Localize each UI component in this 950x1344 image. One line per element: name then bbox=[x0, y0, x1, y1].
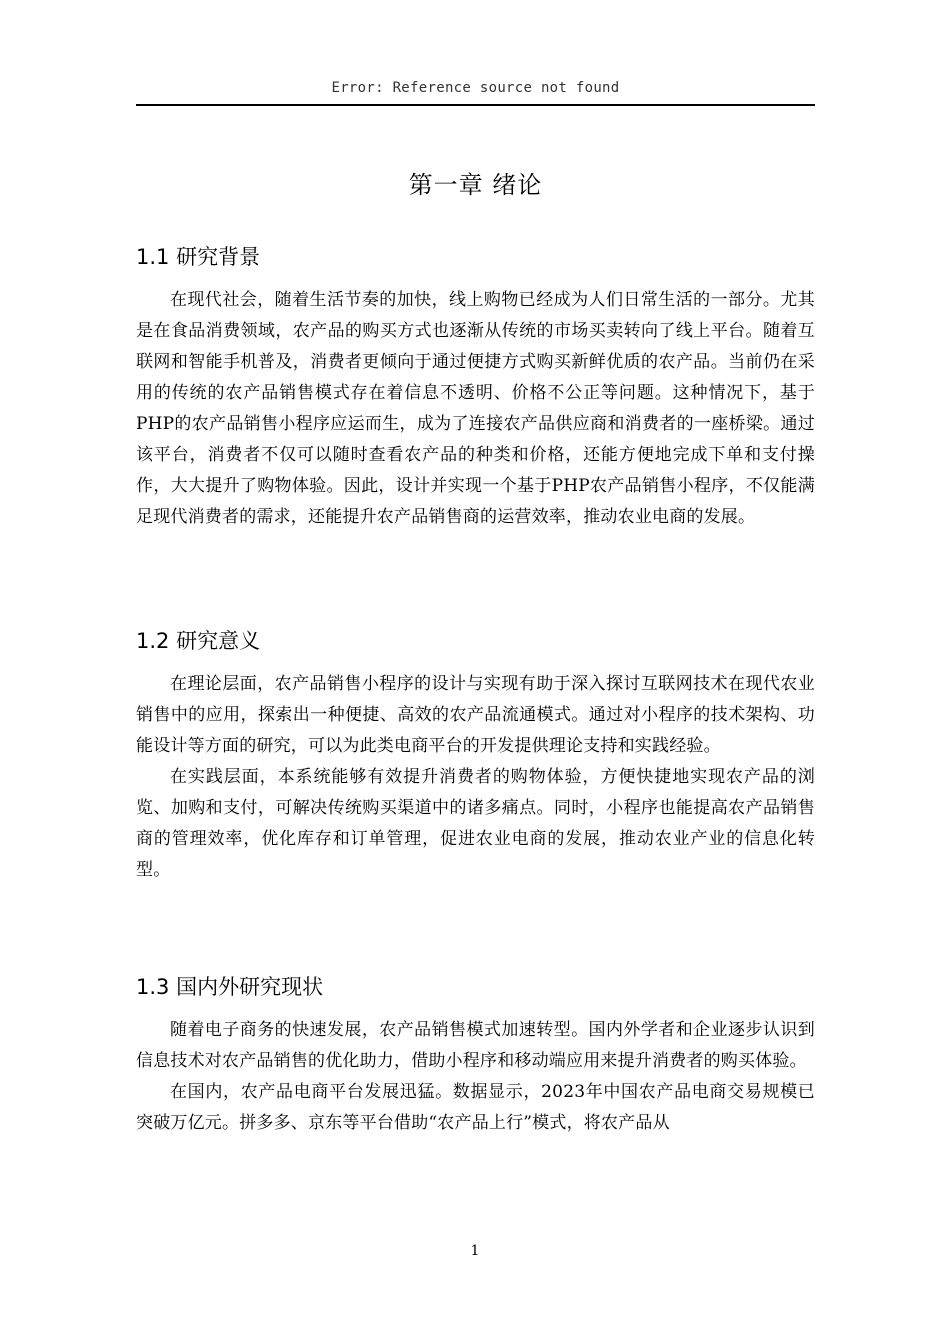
section-heading-1-1: 1.1 研究背景 bbox=[136, 245, 261, 269]
paragraph: 在国内，农产品电商平台发展迅猛。数据显示，2023年中国农产品电商交易规模已突破万亿元。拼多多、京东等平台借助“农产品上行”模式，将农产品从 bbox=[136, 1082, 815, 1133]
paragraph: 随着电子商务的快速发展，农产品销售模式加速转型。国内外学者和企业逐步认识到信息技术对农产品销售的优化助力，借助小程序和移动端应用来提升消费者的购买体验。 bbox=[136, 1020, 815, 1071]
section-heading-1-2: 1.2 研究意义 bbox=[136, 629, 261, 653]
running-header: Error: Reference source not found bbox=[331, 80, 620, 96]
section-body-1-3 bbox=[136, 1015, 815, 1139]
paragraph: 在理论层面，农产品销售小程序的设计与实现有助于深入探讨互联网技术在现代农业销售中的应用，探索出一种便捷、高效的农产品流通模式。通过对小程序的技术架构、功能设计等方面的研究，可以为此类电商平台的开发提供理论支持和实践经验。 bbox=[136, 674, 815, 756]
page-number: 1 bbox=[470, 1243, 480, 1259]
section-body-1-2 bbox=[136, 669, 815, 886]
paragraph: 在现代社会，随着生活节奏的加快，线上购物已经成为人们日常生活的一部分。尤其是在食品消费领域，农产品的购买方式也逐渐从传统的市场买卖转向了线上平台。随着互联网和智能手机普及，消费者更倾向于通过便捷方式购买新鲜优质的农产品。当前仍在采用的传统的农产品销售模式存在着信息不透明、价格不公正等问题。这种情况下，基于PHP的农产品销售小程序应运而生，成为了连接农产品供应商和消费者的一座桥梁。通过该平台，消费者不仅可以随时查看农产品的种类和价格，还能方便地完成下单和支付操作，大大提升了购物体验。因此，设计并实现一个基于PHP农产品销售小程序，不仅能满足现代消费者的需求，还能提升农产品销售商的运营效率，推动农业电商的发展。 bbox=[136, 290, 815, 527]
section-heading-1-3: 1.3 国内外研究现状 bbox=[136, 975, 324, 999]
section-body-1-1 bbox=[136, 285, 815, 533]
paragraph: 在实践层面，本系统能够有效提升消费者的购物体验，方便快捷地实现农产品的浏览、加购和支付，可解决传统购买渠道中的诸多痛点。同时，小程序也能提高农产品销售商的管理效率，优化库存和订单管理，促进农业电商的发展，推动农业产业的信息化转型。 bbox=[136, 767, 815, 880]
chapter-title: 第一章 绪论 bbox=[408, 171, 543, 199]
header-rule bbox=[136, 104, 815, 106]
